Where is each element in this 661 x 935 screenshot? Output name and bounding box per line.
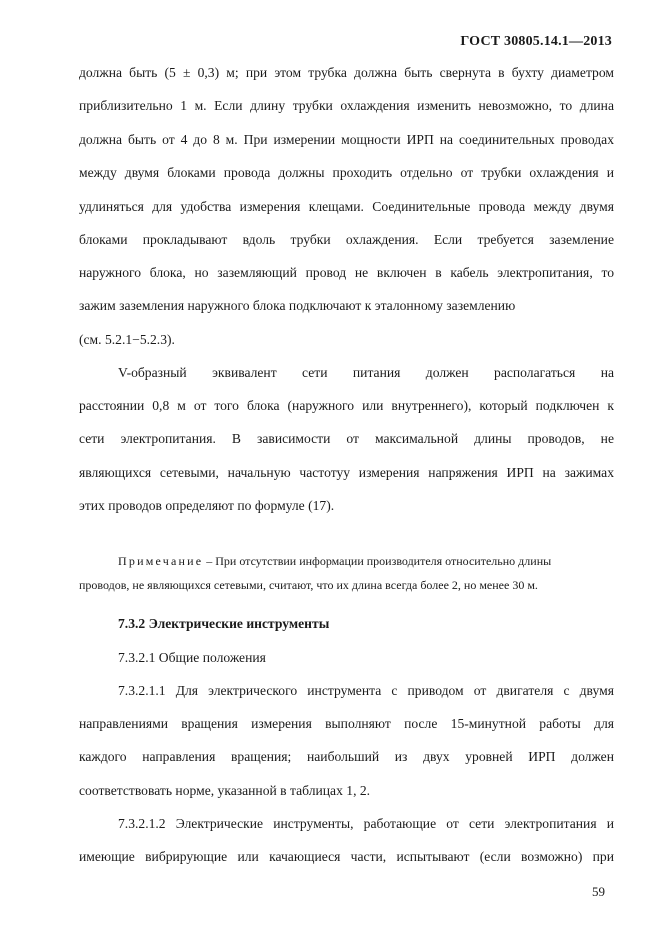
section-heading: 7.3.2 Электрические инструменты	[118, 616, 330, 631]
text-line: соответствовать норме, указанной в таблицах 1, 2.	[79, 783, 371, 798]
note-line: проводов, не являющихся сетевыми, считают, что их длина всегда более 2, но менее 30 м.	[79, 578, 538, 592]
text-line: наружного блока, но заземляющий провод не включен в кабель электропитания, то	[79, 265, 614, 280]
note-label: Примечание	[118, 554, 204, 568]
text-line: сети электропитания. В зависимости от максимальной длины проводов, не	[79, 431, 614, 446]
text-line: между двумя блоками провода должны проходить отдельно от трубки охлаждения и	[79, 165, 614, 180]
note-text: – При отсутствии информации производителя относительно длины	[203, 554, 552, 568]
text-line: блоками прокладывают вдоль трубки охлаждения. Если требуется заземление	[79, 232, 614, 247]
text-line: этих проводов определяют по формуле (17).	[79, 498, 335, 513]
text-line: V-образный эквивалент сети питания должен располагаться на	[118, 365, 614, 380]
text-line: расстоянии 0,8 м от того блока (наружного или внутреннего), который подключен к	[79, 398, 614, 413]
page-number: 59	[592, 884, 605, 899]
text-line: приблизительно 1 м. Если длину трубки охлаждения изменить невозможно, то длина	[79, 98, 614, 113]
text-line: являющихся сетевыми, начальную частотуу измерения напряжения ИРП на зажимах	[79, 465, 614, 480]
text-line: должна быть от 4 до 8 м. При измерении мощности ИРП на соединительных проводах	[79, 132, 614, 147]
note-line	[118, 553, 614, 569]
text-line: удлиняться для удобства измерения клещами. Соединительные провода между двумя	[79, 199, 614, 214]
gost-header: ГОСТ 30805.14.1—2013	[460, 34, 612, 49]
sub-heading: 7.3.2.1 Общие положения	[118, 650, 266, 665]
text-line: зажим заземления наружного блока подключают к эталонному заземлению	[79, 298, 516, 313]
text-line: должна быть (5 ± 0,3) м; при этом трубка должна быть свернута в бухту диаметром	[79, 65, 614, 80]
text-line: имеющие вибрирующие или качающиеся части, испытывают (если возможно) при	[79, 849, 614, 864]
text-line: направлениями вращения измерения выполняют после 15-минутной работы для	[79, 716, 614, 731]
text-line: 7.3.2.1.2 Электрические инструменты, работающие от сети электропитания и	[118, 816, 614, 831]
text-line: каждого направления вращения; наибольший из двух уровней ИРП должен	[79, 749, 614, 764]
text-line: 7.3.2.1.1 Для электрического инструмента с приводом от двигателя с двумя	[118, 683, 614, 698]
text-line: (см. 5.2.1−5.2.3).	[79, 332, 175, 347]
